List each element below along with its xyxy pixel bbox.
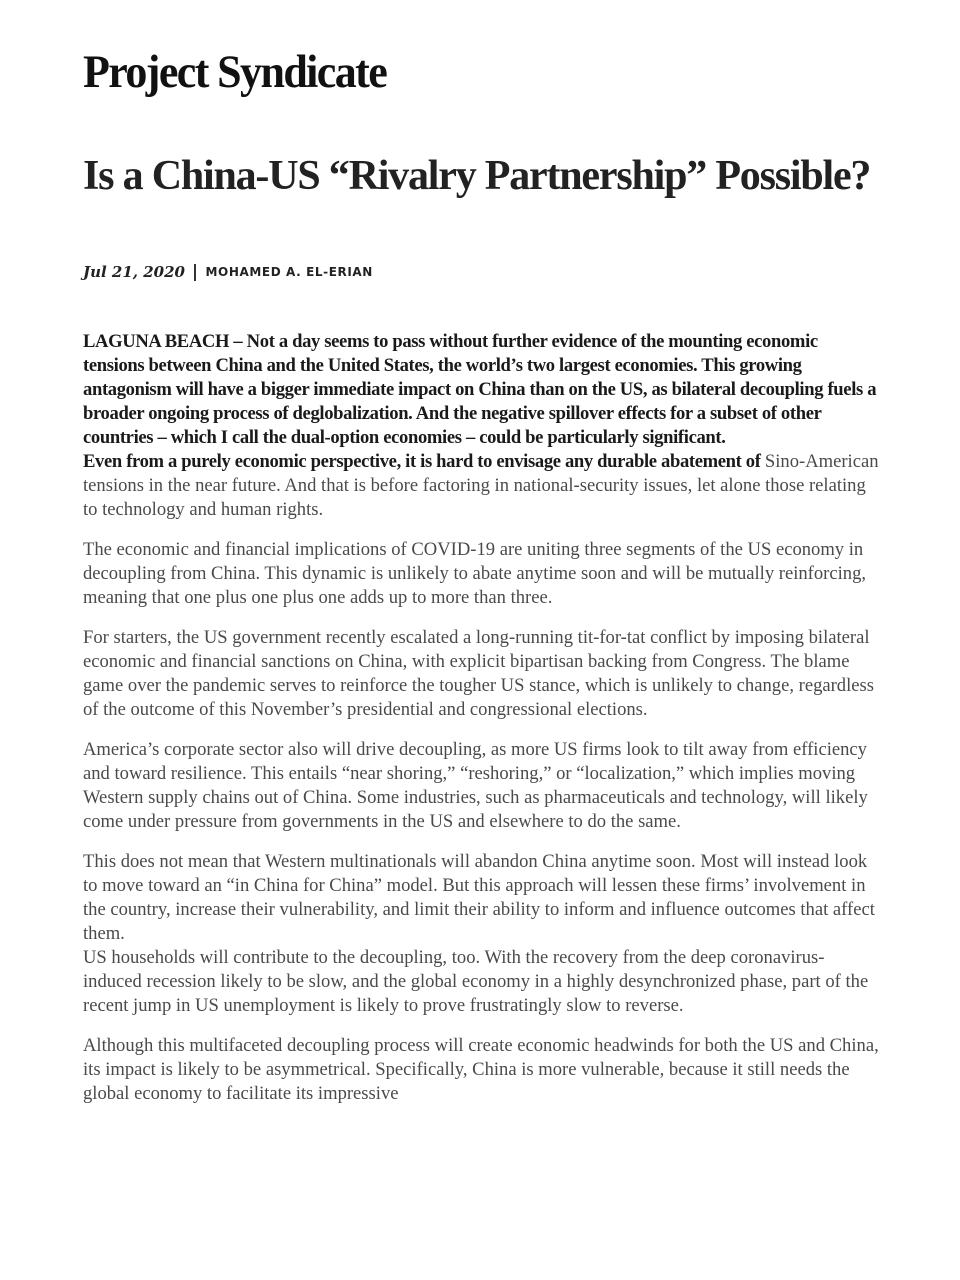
byline-separator: [194, 264, 196, 281]
lead-paragraph: LAGUNA BEACH – Not a day seems to pass without further evidence of the mounting economic tensions between China and the United States, the world’s two largest economies. This growing antagonism will have a bigger immediate impact on China than on the US, as bilateral decoupling fuels a broader ongoing process of deglobalization. And the negative spillover effects for a subset of other countries – which I call the dual-option economies – could be particularly significant.: [83, 331, 877, 448]
article-paragraph: America’s corporate sector also will drive decoupling, as more US firms look to tilt away from efficiency and toward resilience. This entails “near shoring,” “reshoring,” or “localization,” which implies moving Western supply chains out of China. Some industries, such as pharmaceuticals and technology, will likely come under pressure from governments in the US and elsewhere to do the same.: [83, 739, 868, 832]
article-title: Is a China-US “Rivalry Partnership” Possible?: [83, 153, 871, 199]
article-paragraph: The economic and financial implications of COVID-19 are uniting three segments of the US economy in decoupling from China. This dynamic is unlikely to abate anytime soon and will be mutually reinforcing, meaning that one plus one plus one adds up to more than three.: [83, 539, 867, 608]
article-paragraph: Although this multifaceted decoupling process will create economic headwinds for both the US and China, its impact is likely to be asymmetrical. Specifically, China is more vulnerable, because it still needs the global economy to facilitate its impressive: [83, 1035, 879, 1104]
article-body: [83, 330, 883, 1122]
paragraph-text: Sino-American tensions in the near future. And that is before factoring in national-security issues, let alone those relating to technology and human rights.: [83, 451, 879, 520]
article-paragraph: For starters, the US government recently escalated a long-running tit-for-tat conflict by imposing bilateral economic and financial sanctions on China, with explicit bipartisan backing from Congress. The blame game over the pandemic serves to reinforce the tougher US stance, which is unlikely to change, regardless of the outcome of this November’s presidential and congressional elections.: [83, 627, 874, 720]
article-paragraph: [83, 450, 883, 522]
article-paragraph: US households will contribute to the decoupling, too. With the recovery from the deep coronavirus-induced recession likely to be slow, and the global economy in a highly desynchronized phase, part of the recent jump in US unemployment is likely to prove frustratingly slow to reverse.: [83, 947, 869, 1016]
article-paragraph: This does not mean that Western multinationals will abandon China anytime soon. Most will instead look to move toward an “in China for China” model. But this approach will lessen these firms’ involvement in the country, increase their vulnerability, and limit their ability to inform and influence outcomes that affect them.: [83, 851, 875, 944]
lead-continuation: Even from a purely economic perspective, it is hard to envisage any durable abatement of: [83, 451, 765, 472]
author-name[interactable]: MOHAMED A. EL-ERIAN: [205, 265, 373, 279]
byline: [83, 262, 373, 282]
publish-date: Jul 21, 2020: [83, 263, 185, 281]
publication-logo[interactable]: Project Syndicate: [83, 46, 387, 98]
